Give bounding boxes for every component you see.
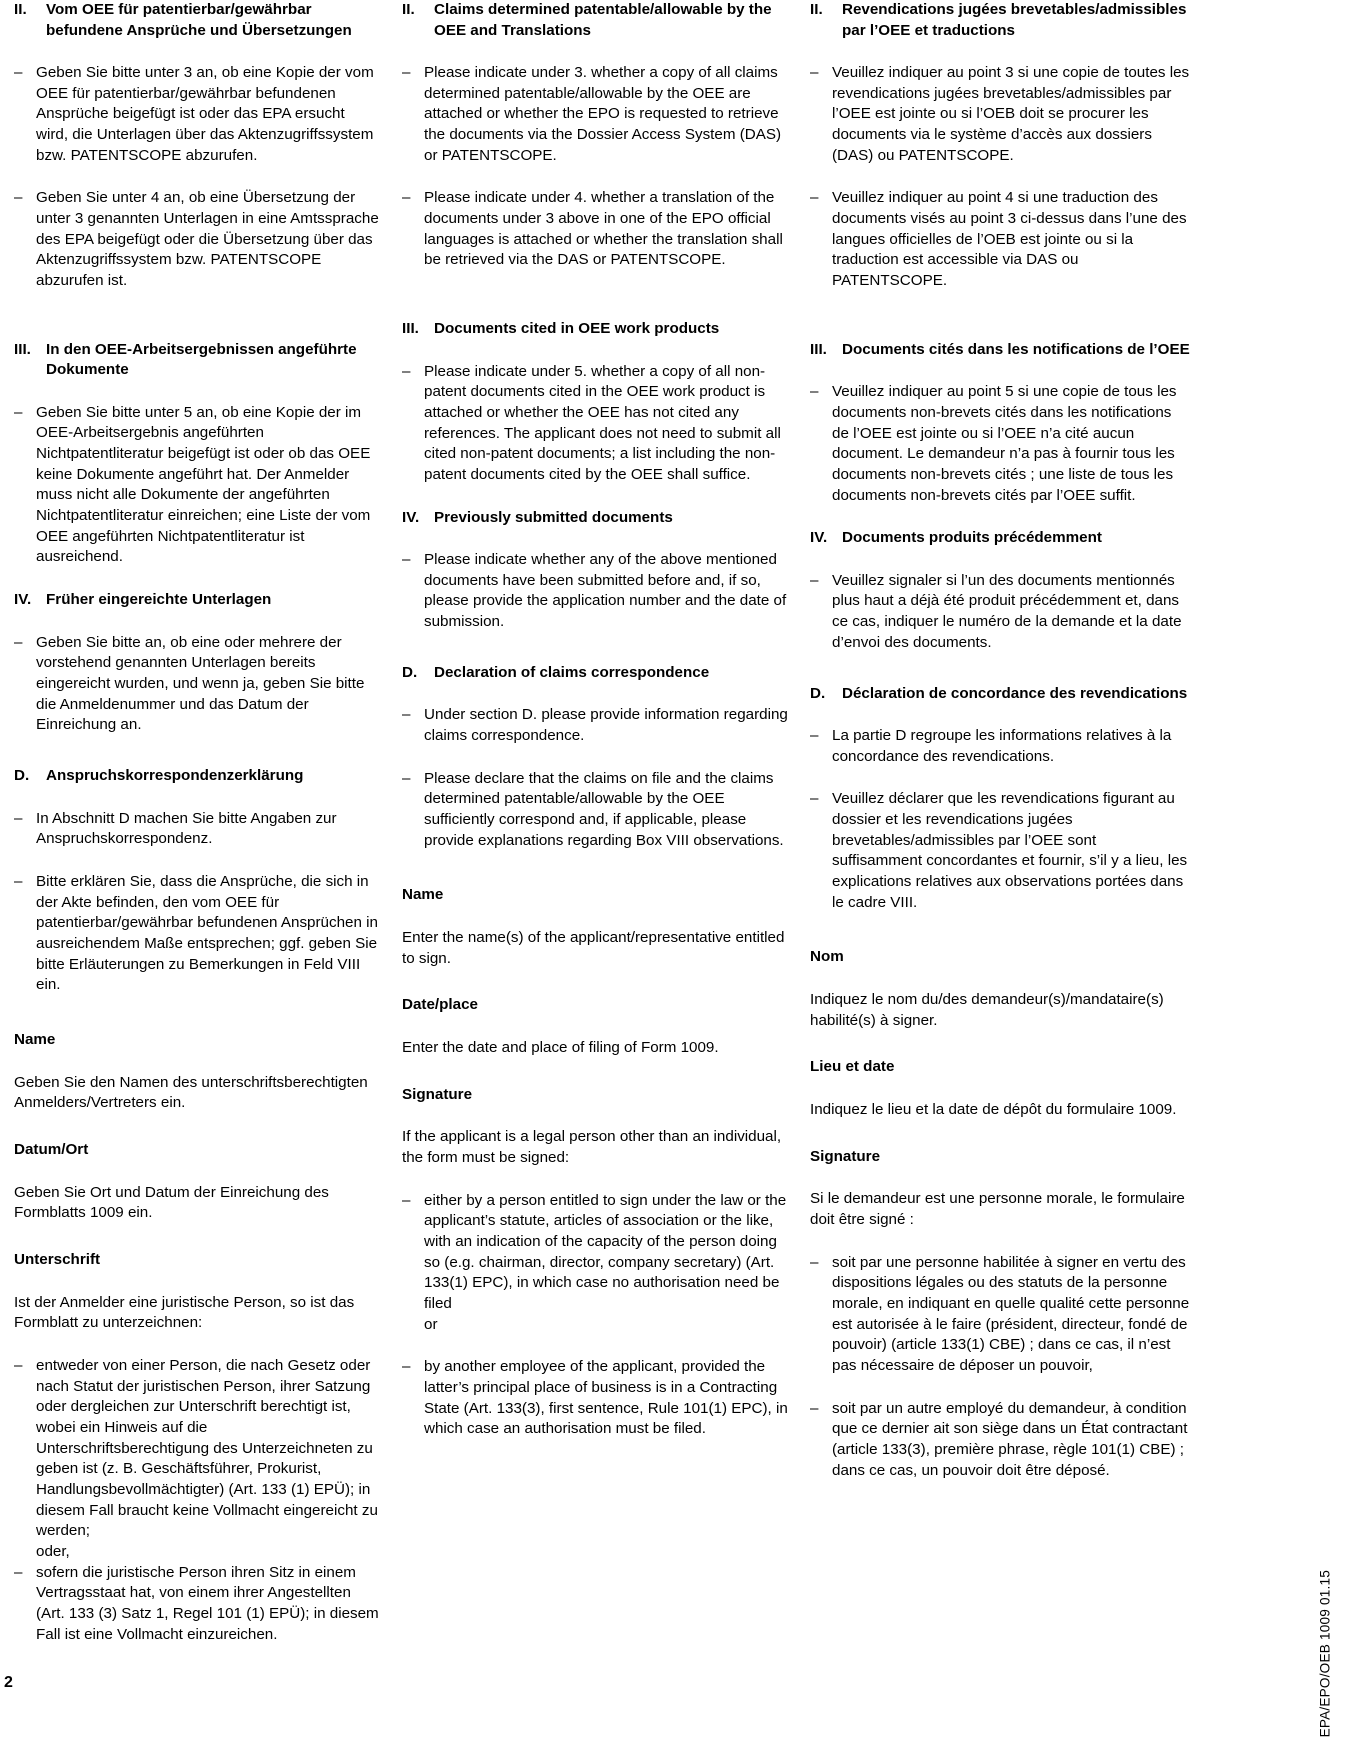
bullet-text: Veuillez indiquer au point 4 si une traduction des documents visés au point 3 ci-dessus dans l’une des langues officielles de l’OEB est jointe ou si la traduction est accessible via DAS ou PATENTSCOPE. — [832, 189, 1187, 290]
signature-heading: Signature — [402, 1085, 473, 1103]
date-text: Geben Sie Ort und Datum der Einreichung des Formblatts 1009 ein. — [14, 1183, 329, 1222]
signature-block-de — [14, 1250, 380, 1645]
bullet-text: Bitte erklären Sie, dass die Ansprüche, die sich in der Akte befinden, den vom OEE für patentierbar/gewährbar befundenen Ansprüchen in ausreichendem Maße entsprechen; ggf. geben Sie bitte Erläuterungen zu Bemerkungen in Feld VIII ein. — [36, 872, 378, 994]
bullet-text: entweder von einer Person, die nach Gesetz oder nach Statut der juristischen Person, ihrer Satzung oder dergleichen zur Unterschrift berechtigt ist, wobei ein Hinweis auf die Unterschriftsberechtigung des Unterzeichneten zu geben ist (z. B. Geschäftsführer, Prokurist, Handlungsbevollmächtigter) (Art. 133 (1) EPÜ); in diesem Fall braucht keine Vollmacht eingereicht zu werden; oder, — [36, 1356, 378, 1561]
section-IV-fr — [810, 528, 1190, 653]
bullet-item — [14, 1563, 380, 1646]
section-number: IV. — [14, 591, 32, 609]
name-block-en — [402, 885, 788, 969]
bullet-text: Please declare that the claims on file and the claims determined patentable/allowable by the OEE sufficiently correspond and, if applicable, please provide explanations regarding Box VIII observations. — [424, 769, 784, 849]
page-number: 2 — [4, 1674, 13, 1691]
bullet-text: In Abschnitt D machen Sie bitte Angaben zur Anspruchskorrespondenz. — [36, 809, 337, 848]
date-heading: Datum/Ort — [14, 1140, 89, 1158]
date-block-fr — [810, 1057, 1190, 1120]
bullet-text: La partie D regroupe les informations relatives à la concordance des revendications. — [832, 727, 1172, 765]
dash-marker: – — [810, 571, 819, 589]
bullet-item — [810, 382, 1190, 506]
section-number: IV. — [810, 529, 828, 547]
bullet-text: Veuillez indiquer au point 5 si une copie de tous les documents non-brevets cités dans les notifications de l’OEE est jointe ou si l’OEE n’a cité aucun document. Le demandeur n’a pas à fournir tous les documents non-brevets cités ; une liste de tous les documents non-brevets cités par l’OEE suffit. — [832, 383, 1177, 504]
bullet-item — [14, 1356, 380, 1563]
bullet-item — [402, 362, 788, 486]
section-IV-heading-en — [402, 508, 788, 529]
section-III-heading-de — [14, 340, 380, 381]
date-text: Indiquez le lieu et la date de dépôt du formulaire 1009. — [810, 1101, 1177, 1119]
section-D-en — [402, 663, 788, 852]
bullet-item — [402, 769, 788, 852]
bullet-text: soit par un autre employé du demandeur, à condition que ce dernier ait son siège dans un État contractant (article 133(3), première phrase, règle 101(1) CBE) ; dans ce cas, un pouvoir doit être déposé. — [832, 1399, 1188, 1479]
signature-block-en — [402, 1085, 788, 1440]
name-heading: Name — [402, 886, 444, 904]
dash-marker: – — [14, 1356, 23, 1374]
signature-intro: Ist der Anmelder eine juristische Person, so ist das Formblatt zu unterzeichnen: — [14, 1293, 355, 1332]
section-IV-heading-fr — [810, 528, 1190, 549]
section-title: Declaration of claims correspondence — [434, 663, 710, 681]
section-number: D. — [810, 684, 826, 702]
section-number: III. — [810, 340, 827, 358]
bullet-text: either by a person entitled to sign under the law or the applicant’s statute, articles of association or the like, with an indication of the capacity of the person doing so (e.g. chairman, director, company secretary) (Art. 133(1) EPC), in which case no authorisation need be filed or — [424, 1191, 787, 1333]
section-number: D. — [14, 767, 30, 785]
dash-marker: – — [14, 403, 23, 421]
signature-intro: If the applicant is a legal person other than an individual, the form must be signed: — [402, 1128, 782, 1167]
dash-marker: – — [810, 727, 819, 745]
name-heading: Nom — [810, 948, 844, 966]
bullet-item — [402, 705, 788, 746]
dash-marker: – — [810, 383, 819, 401]
date-heading: Lieu et date — [810, 1058, 895, 1076]
signature-heading: Unterschrift — [14, 1250, 101, 1268]
bullet-text: Veuillez déclarer que les revendications figurant au dossier et les revendications jugées brevetables/admissibles par l’OEE sont suffisamment concordantes et fournir, s’il y a lieu, les explications relatives aux observations portées dans le cadre VIII. — [832, 790, 1188, 911]
bullet-item — [14, 188, 380, 291]
signature-block-fr — [810, 1147, 1190, 1482]
dash-marker: – — [14, 633, 23, 651]
bullet-text: Geben Sie bitte an, ob eine oder mehrere der vorstehend genannten Unterlagen bereits eingereicht wurden, und wenn ja, geben Sie bitte die Anmeldenummer und das Datum der Einreichung an. — [36, 633, 365, 734]
section-title: Previously submitted documents — [434, 508, 673, 526]
bullet-item — [14, 872, 380, 996]
section-number: II. — [402, 1, 415, 18]
name-block-de — [14, 1030, 380, 1114]
dash-marker: – — [14, 1563, 23, 1581]
bullet-item — [14, 403, 380, 568]
dash-marker: – — [810, 64, 819, 82]
bullet-text: Veuillez signaler si l’un des documents mentionnés plus haut a déjà été produit précédemment et, dans ce cas, indiquer le numéro de la demande et la date d’envoi des documents. — [832, 571, 1182, 651]
bullet-item — [14, 809, 380, 850]
signature-intro: Si le demandeur est une personne morale, le formulaire doit être signé : — [810, 1190, 1185, 1229]
section-title: Documents cited in OEE work products — [434, 320, 720, 338]
bullet-text: Please indicate under 4. whether a translation of the documents under 3 above in one of the EPO official languages is attached or whether the translation shall be retrieved via the DAS or PATENTSCOPE. — [424, 189, 783, 269]
bullet-text: Veuillez indiquer au point 3 si une copie de toutes les revendications jugées brevetables/admissibles par l’OEE est jointe ou si l’OEB doit se procurer les documents via le système d’accès aux dossiers (DAS) ou PATENTSCOPE. — [832, 64, 1190, 164]
dash-marker: – — [402, 64, 411, 82]
name-block-fr — [810, 947, 1190, 1031]
section-III-en — [402, 319, 788, 486]
section-D-de — [14, 766, 380, 996]
column-german — [14, 0, 402, 1645]
date-block-de — [14, 1140, 380, 1224]
bullet-item — [402, 1191, 788, 1336]
section-title: Documents produits précédemment — [842, 529, 1102, 547]
section-D-fr — [810, 684, 1190, 914]
section-II-fr — [810, 0, 1190, 292]
section-IV-de — [14, 590, 380, 736]
bullet-text: by another employee of the applicant, provided the latter’s principal place of business is in a Contracting State (Art. 133(3), first sentence, Rule 101(1) EPC), in which case an authorisation must be filed. — [424, 1358, 788, 1438]
dash-marker: – — [810, 189, 819, 207]
section-D-heading-fr — [810, 684, 1190, 705]
dash-marker: – — [14, 189, 23, 207]
bullet-text: sofern die juristische Person ihren Sitz in einem Vertragsstaat hat, von einem ihrer Angestellten (Art. 133 (3) Satz 1, Regel 101 (1) EPÜ); in diesem Fall ist eine Vollmacht einzureichen. — [36, 1563, 379, 1643]
section-D-heading-en — [402, 663, 788, 684]
section-II-heading-de — [14, 0, 380, 41]
form-reference-sidenote: EPA/EPO/OEB 1009 01.15 — [1317, 1570, 1332, 1737]
bullet-item — [810, 789, 1190, 913]
section-D-heading-de — [14, 766, 380, 787]
section-IV-en — [402, 508, 788, 633]
content-columns — [14, 0, 1346, 1645]
bullet-item — [402, 1357, 788, 1440]
name-text: Indiquez le nom du/des demandeur(s)/mandataire(s) habilité(s) à signer. — [810, 991, 1164, 1029]
section-II-de — [14, 0, 380, 292]
name-heading: Name — [14, 1030, 56, 1048]
date-heading: Date/place — [402, 996, 478, 1014]
dash-marker: – — [402, 189, 411, 207]
section-number: IV. — [402, 508, 420, 526]
section-title: Revendications jugées brevetables/admissibles par l’OEE et traductions — [842, 1, 1187, 39]
bullet-text: Under section D. please provide information regarding claims correspondence. — [424, 706, 788, 745]
bullet-text: soit par une personne habilitée à signer en vertu des dispositions légales ou des statuts de la personne morale, en indiquant en quelle qualité cette personne est autorisée à le faire (président, directeur, fondé de pouvoir) (article 133(1) CBE) ; dans ce cas, il n’est pas nécessaire de déposer un pouvoir, — [832, 1253, 1190, 1375]
section-title: Anspruchskorrespondenzerklärung — [46, 767, 304, 785]
dash-marker: – — [14, 809, 23, 827]
bullet-item — [810, 188, 1190, 291]
section-II-en — [402, 0, 788, 271]
section-title: Früher eingereichte Unterlagen — [46, 591, 272, 609]
section-title: Vom OEE für patentierbar/gewährbar befundene Ansprüche und Übersetzungen — [46, 1, 352, 39]
bullet-item — [810, 726, 1190, 767]
bullet-item — [810, 1253, 1190, 1377]
section-III-fr — [810, 340, 1190, 507]
date-block-en — [402, 995, 788, 1058]
dash-marker: – — [14, 872, 23, 890]
bullet-item — [402, 188, 788, 271]
bullet-item — [402, 63, 788, 166]
section-title: Déclaration de concordance des revendications — [842, 684, 1188, 702]
bullet-item — [810, 63, 1190, 166]
bullet-item — [402, 550, 788, 633]
section-IV-heading-de — [14, 590, 380, 611]
bullet-text: Geben Sie bitte unter 3 an, ob eine Kopie der vom OEE für patentierbar/gewährbar befundenen Ansprüche beigefügt ist oder das EPA ersucht wird, die Unterlagen über das Aktenzugriffssystem bzw. PATENTSCOPE abzurufen. — [36, 64, 374, 164]
section-title: Documents cités dans les notifications de l’OEE — [842, 340, 1190, 358]
bullet-text: Please indicate whether any of the above mentioned documents have been submitted before and, if so, please provide the application number and the date of submission. — [424, 551, 787, 631]
section-number: II. — [14, 1, 27, 18]
dash-marker: – — [402, 1358, 411, 1376]
dash-marker: – — [402, 551, 411, 569]
section-II-heading-fr — [810, 0, 1190, 41]
bullet-item — [810, 571, 1190, 654]
column-english — [402, 0, 810, 1440]
dash-marker: – — [14, 64, 23, 82]
bullet-item — [14, 633, 380, 736]
dash-marker: – — [402, 362, 411, 380]
section-III-de — [14, 340, 380, 568]
section-title: In den OEE-Arbeitsergebnissen angeführte Dokumente — [46, 340, 357, 379]
section-III-heading-en — [402, 319, 788, 340]
section-number: II. — [810, 1, 823, 18]
dash-marker: – — [810, 1399, 819, 1417]
bullet-item — [14, 63, 380, 166]
bullet-item — [810, 1399, 1190, 1482]
bullet-text: Geben Sie bitte unter 5 an, ob eine Kopie der im OEE-Arbeitsergebnis angeführten Nichtpatentliteratur beigefügt ist oder ob das OEE keine Dokumente angeführt hat. Der Anmelder muss nicht alle Dokumente der angeführten Nichtpatentliteratur einreichen; eine Liste der vom OEE angeführten Nichtpatentliteratur ist ausreichend. — [36, 403, 371, 566]
section-number: D. — [402, 663, 418, 681]
date-text: Enter the date and place of filing of Form 1009. — [402, 1039, 719, 1057]
dash-marker: – — [810, 790, 819, 808]
section-number: III. — [402, 320, 419, 338]
section-II-heading-en — [402, 0, 788, 41]
section-number: III. — [14, 340, 31, 358]
name-text: Enter the name(s) of the applicant/representative entitled to sign. — [402, 929, 785, 967]
dash-marker: – — [402, 706, 411, 724]
section-III-heading-fr — [810, 340, 1190, 361]
section-title: Claims determined patentable/allowable by the OEE and Translations — [434, 1, 772, 39]
bullet-text: Please indicate under 5. whether a copy of all non-patent documents cited in the OEE work product is attached or whether the OEE has not cited any references. The applicant does not need to submit all cited non-patent documents; a list including the non-patent documents cited by the OEE shall suffice. — [424, 362, 781, 483]
dash-marker: – — [402, 1191, 411, 1209]
dash-marker: – — [810, 1253, 819, 1271]
bullet-text: Geben Sie unter 4 an, ob eine Übersetzung der unter 3 genannten Unterlagen in eine Amtssprache des EPA beigefügt oder die Übersetzung über das Aktenzugriffssystem bzw. PATENTSCOPE abzurufen ist. — [36, 189, 379, 290]
column-french — [810, 0, 1210, 1481]
signature-heading: Signature — [810, 1147, 881, 1165]
dash-marker: – — [402, 769, 411, 787]
bullet-text: Please indicate under 3. whether a copy of all claims determined patentable/allowable by the OEE are attached or whether the EPO is requested to retrieve the documents via the Dossier Access System (DAS) or PATENTSCOPE. — [424, 64, 782, 164]
name-text: Geben Sie den Namen des unterschriftsberechtigten Anmelders/Vertreters ein. — [14, 1073, 368, 1112]
